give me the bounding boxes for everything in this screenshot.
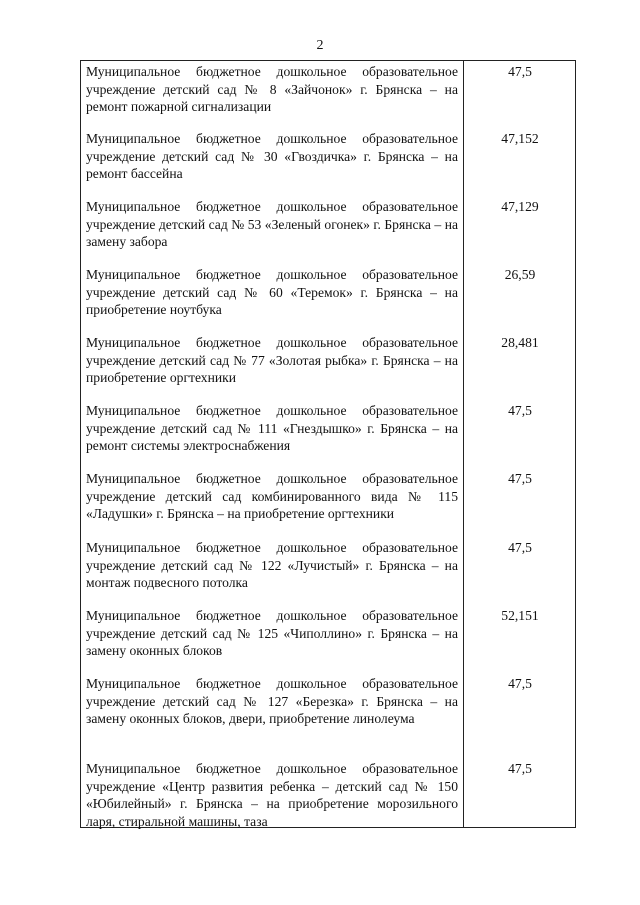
row-description: Муниципальное бюджетное дошкольное образовательное учреждение «Центр развития ребенка – детский сад № 150 «Юбилейный» г. Брянска – на приобретение морозильного ларя, стиральной машины, таза xyxy=(86,761,458,829)
row-amount: 47,129 xyxy=(501,199,539,214)
row-description: Муниципальное бюджетное дошкольное образовательное учреждение детский сад № 127 «Березка» г. Брянска – на замену оконных блоков, двери, приобретение линолеума xyxy=(86,676,458,727)
row-amount: 52,151 xyxy=(501,608,539,623)
allocation-table xyxy=(80,60,576,828)
row-amount: 26,59 xyxy=(504,267,536,282)
row-description: Муниципальное бюджетное дошкольное образовательное учреждение детский сад № 77 «Золотая рыбка» г. Брянска – на приобретение оргтехники xyxy=(86,335,458,386)
row-description: Муниципальное бюджетное дошкольное образовательное учреждение детский сад № 30 «Гвоздичка» г. Брянска – на ремонт бассейна xyxy=(86,131,458,182)
row-amount: 47,5 xyxy=(508,761,532,776)
row-amount: 47,5 xyxy=(508,676,532,691)
row-amount: 47,5 xyxy=(508,403,532,418)
row-description: Муниципальное бюджетное дошкольное образовательное учреждение детский сад № 111 «Гнездышко» г. Брянска – на ремонт системы электроснабжения xyxy=(86,403,458,454)
row-description: Муниципальное бюджетное дошкольное образовательное учреждение детский сад комбинированного вида № 115 «Ладушки» г. Брянска – на приобретение оргтехники xyxy=(86,471,458,522)
row-description: Муниципальное бюджетное дошкольное образовательное учреждение детский сад № 122 «Лучистый» г. Брянска – на монтаж подвесного потолка xyxy=(86,540,458,591)
row-description: Муниципальное бюджетное дошкольное образовательное учреждение детский сад № 60 «Теремок» г. Брянска – на приобретение ноутбука xyxy=(86,267,458,318)
row-description: Муниципальное бюджетное дошкольное образовательное учреждение детский сад № 125 «Чиполлино» г. Брянска – на замену оконных блоков xyxy=(86,608,458,659)
row-amount: 28,481 xyxy=(501,335,539,350)
row-amount: 47,5 xyxy=(508,471,532,486)
row-description: Муниципальное бюджетное дошкольное образовательное учреждение детский сад № 53 «Зеленый огонек» г. Брянска – на замену забора xyxy=(86,199,458,250)
row-amount: 47,152 xyxy=(501,131,539,146)
row-amount: 47,5 xyxy=(508,540,532,555)
page-number: 2 xyxy=(316,38,324,53)
column-divider xyxy=(463,61,464,827)
row-description: Муниципальное бюджетное дошкольное образовательное учреждение детский сад № 8 «Зайчонок» г. Брянска – на ремонт пожарной сигнализации xyxy=(86,64,458,115)
row-amount: 47,5 xyxy=(508,64,532,79)
